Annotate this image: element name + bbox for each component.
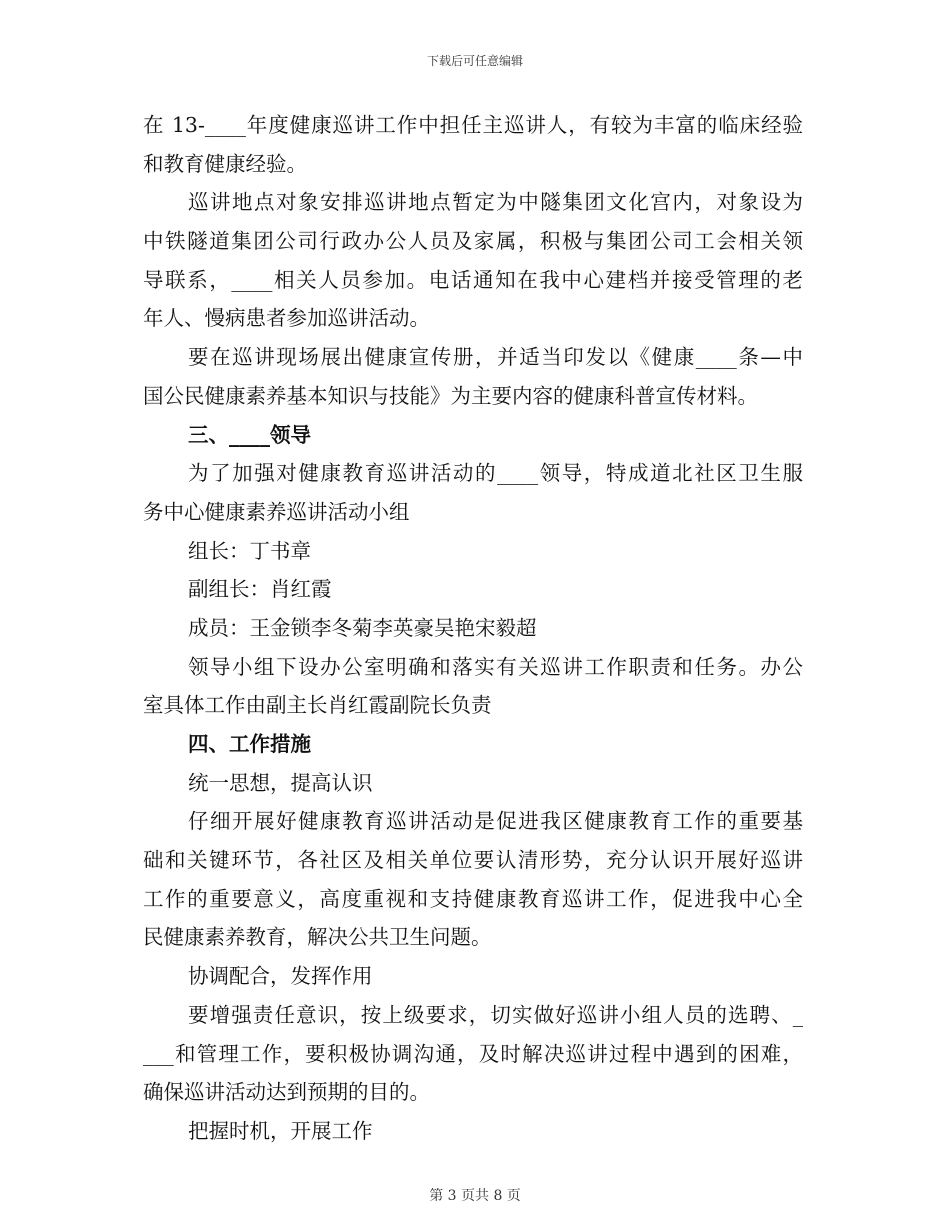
vice-leader-line: 副组长：肖红霞 [188, 577, 332, 602]
paragraph-line: 础和关键环节，各社区及相关单位要认清形势，充分认识开展好巡讲 [143, 848, 803, 873]
paragraph-line: 要在巡讲现场展出健康宣传册，并适当印发以《健康____条—中 [188, 345, 803, 370]
paragraph-line: 在 13-____年度健康巡讲工作中担任主巡讲人，有较为丰富的临床经验 [143, 113, 803, 137]
paragraph-line: 工作的重要意义，高度重视和支持健康教育巡讲工作，促进我中心全 [143, 886, 803, 911]
paragraph-line: 和教育健康经验。 [143, 151, 307, 176]
paragraph-line: 导联系，____相关人员参加。电话通知在我中心建档并接受管理的老 [143, 267, 803, 292]
paragraph-line: 国公民健康素养基本知识与技能》为主要内容的健康科普宣传材料。 [143, 383, 758, 408]
page-header: 下载后可任意编辑 [426, 54, 523, 68]
paragraph-line: 民健康素养教育，解决公共卫生问题。 [143, 925, 492, 950]
members-line: 成员：王金锁李冬菊李英豪吴艳宋毅超 [188, 615, 537, 640]
paragraph-line: 巡讲地点对象安排巡讲地点暂定为中隧集团文化宫内，对象设为 [188, 190, 803, 215]
paragraph-line: 确保巡讲活动达到预期的目的。 [143, 1080, 430, 1105]
paragraph-line: 年人、慢病患者参加巡讲活动。 [143, 306, 430, 331]
paragraph-line: 仔细开展好健康教育巡讲活动是促进我区健康教育工作的重要基 [188, 809, 803, 834]
page-footer: 第 3 页共 8 页 [429, 1188, 521, 1204]
section-heading-3: 三、____领导 [188, 422, 311, 447]
section-heading-4: 四、工作措施 [188, 732, 311, 756]
document-body [143, 106, 803, 1151]
paragraph-line: 务中心健康素养巡讲活动小组 [143, 499, 410, 524]
paragraph-line: ___和管理工作，要积极协调沟通，及时解决巡讲过程中遇到的困难， [143, 1041, 803, 1066]
subheading: 统一思想，提高认识 [188, 770, 373, 795]
paragraph-line: 为了加强对健康教育巡讲活动的____领导，特成道北社区卫生服 [188, 461, 803, 486]
paragraph-line: 领导小组下设办公室明确和落实有关巡讲工作职责和任务。办公 [188, 654, 803, 679]
leader-line: 组长：丁书章 [188, 538, 311, 563]
paragraph-line: 要增强责任意识，按上级要求，切实做好巡讲小组人员的选聘、_ [188, 1002, 803, 1027]
paragraph-line: 中铁隧道集团公司行政办公人员及家属，积极与集团公司工会相关领 [143, 229, 803, 254]
subheading: 协调配合，发挥作用 [188, 964, 373, 989]
paragraph-line: 室具体工作由副主长肖红霞副院长负责 [143, 693, 492, 718]
subheading: 把握时机，开展工作 [188, 1118, 373, 1143]
